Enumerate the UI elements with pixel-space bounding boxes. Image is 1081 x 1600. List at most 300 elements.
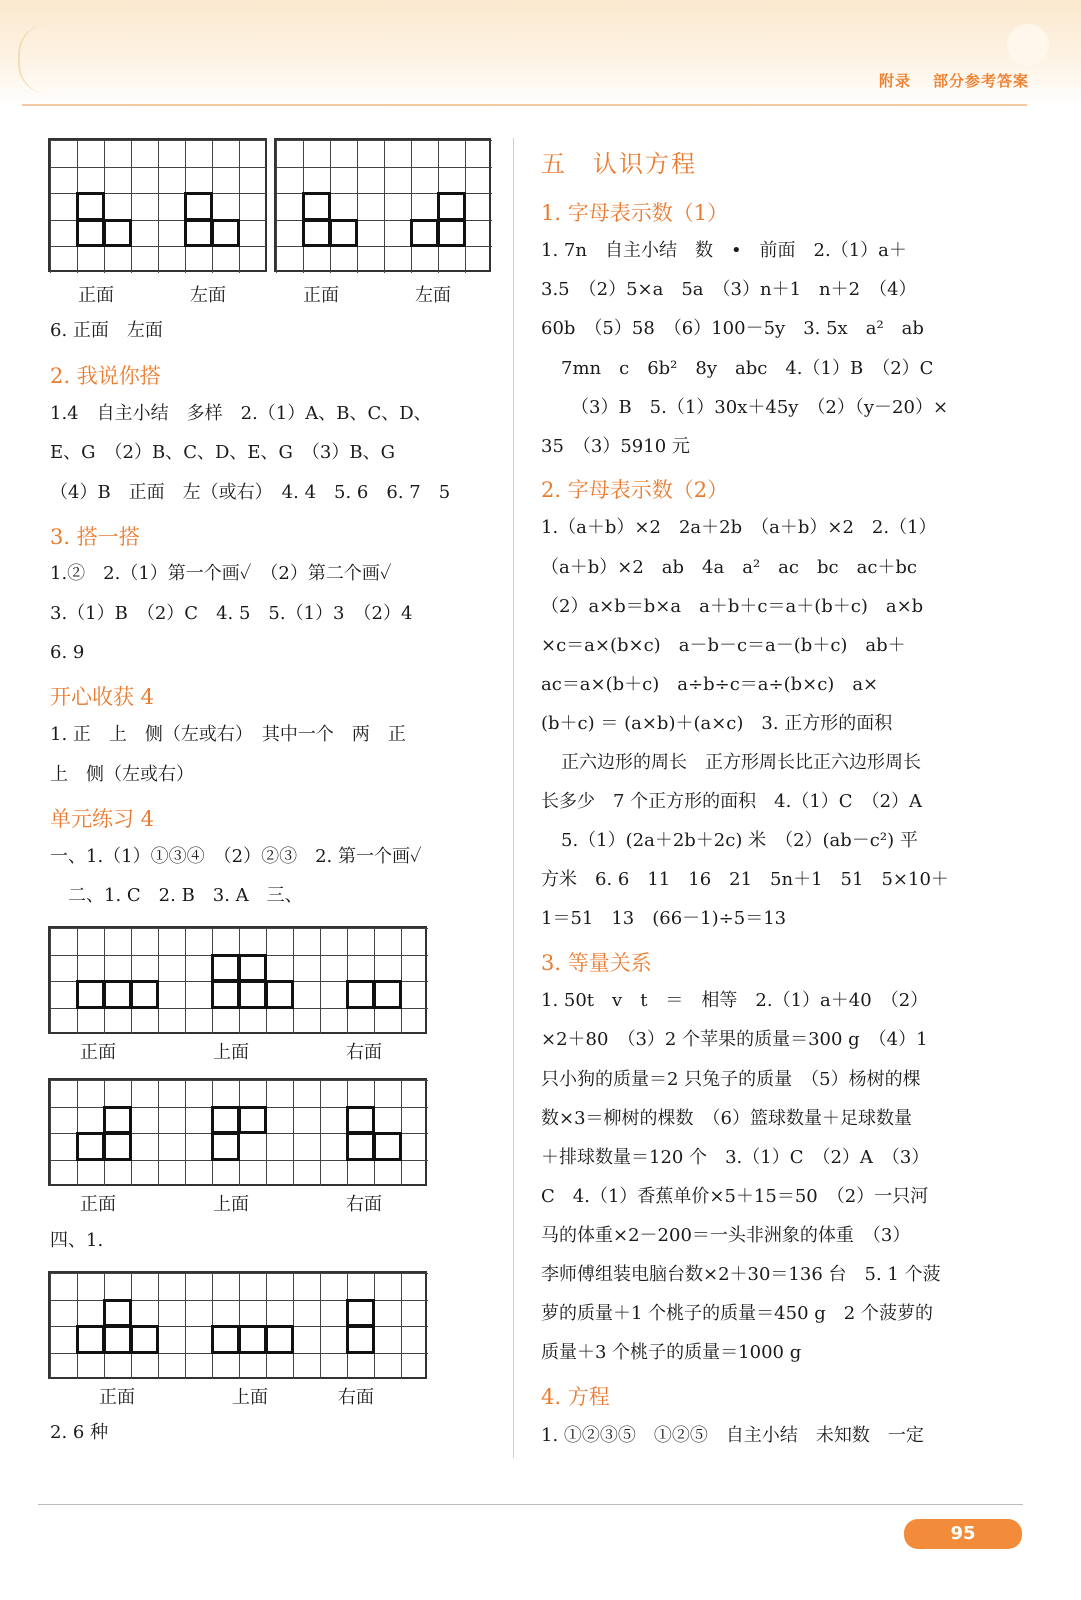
grid-cell: [239, 167, 266, 194]
grid-cell: [131, 928, 158, 955]
grid-cell: [411, 140, 438, 167]
grid-cell: [104, 167, 131, 194]
cube-face: [437, 219, 466, 248]
cube-face: [211, 1325, 240, 1354]
grid-cell: [158, 220, 185, 247]
cube-face: [346, 1106, 375, 1135]
grid-cell: [374, 1107, 401, 1134]
answer-line: ×2＋80 （3）2 个苹果的质量＝300 g （4）1: [541, 1029, 928, 1050]
grid-cell: [266, 955, 293, 982]
grid-cell: [320, 1273, 347, 1300]
grid-cell: [401, 1080, 428, 1107]
grid-cell: [239, 1273, 266, 1300]
grid-cell: [357, 246, 384, 273]
cube-face: [346, 1132, 375, 1161]
grid-cell: [131, 1080, 158, 1107]
grid-cell: [50, 140, 77, 167]
grid-cell: [77, 928, 104, 955]
grid-cell: [50, 193, 77, 220]
grid-cell: [357, 140, 384, 167]
view-label: 右面: [346, 1194, 382, 1215]
grid-cell: [212, 1353, 239, 1380]
view-label: 正面: [99, 1387, 135, 1408]
cube-face: [238, 954, 267, 983]
answer-line: 1. 正 上 侧（左或右） 其中一个 两 正: [50, 724, 406, 745]
answer-line: 3.5 （2）5×a 5a （3）n＋1 n＋2 （4）: [541, 279, 917, 300]
grid-cell: [131, 955, 158, 982]
cube-face: [76, 1325, 105, 1354]
section-title: 开心收获 4: [50, 685, 155, 709]
section-title: 4. 方程: [541, 1385, 610, 1409]
grid-cell: [212, 193, 239, 220]
grid-cell: [465, 220, 492, 247]
grid-cell: [303, 140, 330, 167]
grid-cell: [185, 1160, 212, 1187]
grid-cell: [401, 1107, 428, 1134]
grid-cell: [239, 1353, 266, 1380]
grid-cell: [401, 1300, 428, 1327]
grid-cell: [401, 1326, 428, 1353]
answer-line: ＋排球数量＝120 个 3.（1）C （2）A （3）: [541, 1147, 930, 1168]
grid-cell: [374, 1326, 401, 1353]
cube-face: [373, 1132, 402, 1161]
grid-cell: [131, 167, 158, 194]
grid-cell: [357, 220, 384, 247]
grid-cell: [50, 1160, 77, 1187]
cube-face: [76, 980, 105, 1009]
grid-cell: [185, 246, 212, 273]
grid-cell: [320, 928, 347, 955]
chapter-title: 五 认识方程: [541, 150, 697, 178]
answer-line: E、G （2）B、C、D、E、G （3）B、G: [50, 442, 395, 463]
grid-cell: [239, 246, 266, 273]
grid-cell: [158, 928, 185, 955]
grid-cell: [303, 246, 330, 273]
cube-face: [184, 219, 213, 248]
cube-face: [76, 219, 105, 248]
grid-cell: [266, 1273, 293, 1300]
answer-line: 正六边形的周长 正方形周长比正六边形周长: [561, 752, 921, 773]
view-grid-a: [48, 926, 427, 1034]
grid-cell: [401, 1273, 428, 1300]
grid-cell: [239, 1080, 266, 1107]
grid-cell: [50, 1326, 77, 1353]
grid-cell: [131, 1107, 158, 1134]
grid-cell: [239, 1300, 266, 1327]
grid-cell: [320, 1080, 347, 1107]
grid-cell: [50, 1133, 77, 1160]
cube-face: [238, 1106, 267, 1135]
grid-cell: [293, 1326, 320, 1353]
grid-cell: [212, 1080, 239, 1107]
cube-face: [130, 1325, 159, 1354]
grid-cell: [330, 140, 357, 167]
grid-cell: [276, 246, 303, 273]
grid-cell: [185, 1133, 212, 1160]
section-title: 单元练习 4: [50, 807, 155, 831]
grid-cell: [401, 928, 428, 955]
grid-cell: [330, 246, 357, 273]
grid-cell: [50, 220, 77, 247]
grid-cell: [131, 1008, 158, 1035]
grid-cell: [239, 193, 266, 220]
answer-line: 1＝51 13 (66－1)÷5＝13: [541, 908, 787, 929]
grid-cell: [212, 928, 239, 955]
answer-line: 上 侧（左或右）: [50, 764, 194, 785]
answer-line: 马的体重×2－200＝一头非洲象的体重 （3）: [541, 1225, 911, 1246]
grid-cell: [374, 1080, 401, 1107]
answer-line: （2）a×b＝b×a a＋b＋c＝a＋(b＋c) a×b: [541, 596, 924, 617]
grid-cell: [465, 140, 492, 167]
grid-cell: [131, 1353, 158, 1380]
answer-line: （4）B 正面 左（或右） 4. 4 5. 6 6. 7 5: [50, 482, 451, 503]
grid-cell: [293, 981, 320, 1008]
grid-cell: [347, 928, 374, 955]
answer-line: 只小狗的质量＝2 只兔子的质量 （5）杨树的棵: [541, 1069, 921, 1090]
answer-line: 长多少 7 个正方形的面积 4.（1）C （2）A: [541, 791, 923, 812]
cube-face: [265, 980, 294, 1009]
cube-face: [211, 954, 240, 983]
grid-cell: [303, 167, 330, 194]
cube-face: [346, 980, 375, 1009]
grid-cell: [104, 1273, 131, 1300]
cube-face: [211, 1106, 240, 1135]
cube-face: [302, 219, 331, 248]
page-number: 95: [904, 1519, 1022, 1549]
answer-line: 60b （5）58 （6）100－5y 3. 5x a² ab: [541, 318, 924, 339]
cube-face: [76, 192, 105, 221]
view-grid-c: [48, 1271, 427, 1379]
cube-face: [346, 1325, 375, 1354]
grid-cell: [320, 955, 347, 982]
grid-cell: [347, 955, 374, 982]
grid-cell: [158, 1008, 185, 1035]
grid-cell: [401, 955, 428, 982]
grid-cell: [320, 1300, 347, 1327]
grid-cell: [401, 1008, 428, 1035]
answer-line: 1.4 自主小结 多样 2.（1）A、B、C、D、: [50, 403, 432, 424]
grid-cell: [401, 1133, 428, 1160]
grid-cell: [266, 1160, 293, 1187]
view-label: 正面: [303, 285, 339, 306]
grid-cell: [239, 1008, 266, 1035]
grid-cell: [347, 1353, 374, 1380]
grid-cell: [158, 1107, 185, 1134]
cube-face: [437, 192, 466, 221]
grid-cell: [185, 1008, 212, 1035]
answer-line: 二、1. C 2. B 3. A 三、: [68, 885, 303, 906]
grid-cell: [158, 981, 185, 1008]
grid-cell: [401, 1353, 428, 1380]
grid-cell: [347, 1273, 374, 1300]
cube-face: [103, 1106, 132, 1135]
appendix-label: 附录: [878, 72, 911, 90]
grid-cell: [374, 1300, 401, 1327]
grid-cell: [212, 140, 239, 167]
grid-cell: [50, 246, 77, 273]
grid-cell: [185, 1300, 212, 1327]
footer-rule: [38, 1504, 1023, 1505]
grid-cell: [50, 1107, 77, 1134]
grid-cell: [438, 140, 465, 167]
answer-line: 1. ①②③⑤ ①②⑤ 自主小结 未知数 一定: [541, 1425, 924, 1446]
cube-face: [211, 219, 240, 248]
cube-face: [103, 219, 132, 248]
grid-cell: [266, 928, 293, 955]
cube-face: [211, 1132, 240, 1161]
grid-cell: [104, 1160, 131, 1187]
grid-cell: [347, 1008, 374, 1035]
answer-line: ac＝a×(b＋c) a÷b÷c＝a÷(b×c) a×: [541, 674, 879, 695]
grid-cell: [185, 928, 212, 955]
view-label: 上面: [213, 1042, 249, 1063]
grid-cell: [320, 1107, 347, 1134]
grid-cell: [158, 167, 185, 194]
grid-cell: [158, 1300, 185, 1327]
grid-cell: [50, 1080, 77, 1107]
section-title: 3. 等量关系: [541, 951, 652, 975]
cube-face: [238, 980, 267, 1009]
section-title: 2. 我说你搭: [50, 364, 161, 388]
grid-cell: [158, 1326, 185, 1353]
cube-face: [184, 192, 213, 221]
view-label: 正面: [80, 1042, 116, 1063]
grid-cell: [185, 1107, 212, 1134]
view-label: 上面: [232, 1387, 268, 1408]
grid-cell: [320, 1353, 347, 1380]
grid-cell: [320, 1008, 347, 1035]
view-label: 左面: [190, 285, 226, 306]
grid-cell: [374, 1008, 401, 1035]
grid-cell: [104, 1080, 131, 1107]
grid-cell: [465, 167, 492, 194]
grid-cell: [320, 981, 347, 1008]
grid-cell: [50, 928, 77, 955]
grid-cell: [239, 1133, 266, 1160]
grid-cell: [131, 220, 158, 247]
grid-cell: [347, 1080, 374, 1107]
grid-cell: [239, 1160, 266, 1187]
grid-cell: [50, 1300, 77, 1327]
header-rule: [22, 104, 1027, 106]
view-grid-top-right: [274, 138, 491, 272]
grid-cell: [320, 1133, 347, 1160]
answer-line: （a＋b）×2 ab 4a a² ac bc ac＋bc: [541, 557, 918, 578]
grid-cell: [104, 193, 131, 220]
grid-cell: [158, 1080, 185, 1107]
header-decoration: [18, 24, 70, 94]
grid-cell: [212, 1008, 239, 1035]
grid-cell: [384, 220, 411, 247]
section-title: 3. 搭一搭: [50, 525, 140, 549]
grid-cell: [212, 1300, 239, 1327]
answer-line: 数×3＝柳树的棵数 （6）篮球数量＋足球数量: [541, 1108, 912, 1129]
grid-cell: [212, 1160, 239, 1187]
grid-cell: [131, 193, 158, 220]
answer-line: (b＋c) ＝ (a×b)＋(a×c) 3. 正方形的面积: [541, 713, 893, 734]
grid-cell: [77, 1008, 104, 1035]
grid-cell: [158, 140, 185, 167]
grid-cell: [384, 246, 411, 273]
grid-cell: [293, 1273, 320, 1300]
grid-cell: [77, 1273, 104, 1300]
header-band: [0, 0, 1081, 108]
grid-cell: [374, 928, 401, 955]
grid-cell: [374, 1353, 401, 1380]
grid-cell: [77, 1160, 104, 1187]
grid-cell: [293, 1353, 320, 1380]
grid-cell: [411, 167, 438, 194]
section-title: 2. 字母表示数（2）: [541, 478, 729, 502]
grid-cell: [185, 981, 212, 1008]
grid-cell: [266, 1300, 293, 1327]
grid-cell: [266, 1107, 293, 1134]
view-label: 上面: [213, 1194, 249, 1215]
cube-face: [373, 980, 402, 1009]
grid-cell: [185, 955, 212, 982]
grid-cell: [465, 193, 492, 220]
grid-cell: [320, 1160, 347, 1187]
grid-cell: [77, 246, 104, 273]
grid-cell: [131, 246, 158, 273]
answer-line: 1.② 2.（1）第一个画✓ （2）第二个画✓: [50, 563, 392, 584]
grid-cell: [158, 1133, 185, 1160]
grid-cell: [185, 140, 212, 167]
grid-cell: [131, 1273, 158, 1300]
grid-cell: [266, 1008, 293, 1035]
grid-cell: [158, 1353, 185, 1380]
grid-cell: [212, 167, 239, 194]
column-divider: [513, 138, 514, 1458]
grid-cell: [357, 193, 384, 220]
grid-cell: [77, 167, 104, 194]
header-title: 部分参考答案: [932, 72, 1029, 90]
grid-cell: [357, 167, 384, 194]
grid-cell: [77, 1107, 104, 1134]
grid-cell: [158, 246, 185, 273]
answer-line: 1. 50t v t ＝ 相等 2.（1）a＋40 （2）: [541, 990, 929, 1011]
answer-line: 2. 6 种: [50, 1422, 109, 1443]
grid-cell: [185, 1080, 212, 1107]
grid-cell: [239, 928, 266, 955]
grid-cell: [77, 140, 104, 167]
answer-line: 3.（1）B （2）C 4. 5 5.（1）3 （2）4: [50, 603, 413, 624]
answer-line: 李师傅组装电脑台数×2＋30＝136 台 5. 1 个菠: [541, 1264, 941, 1285]
grid-cell: [158, 1160, 185, 1187]
grid-cell: [104, 1008, 131, 1035]
grid-cell: [212, 246, 239, 273]
grid-cell: [401, 1160, 428, 1187]
grid-cell: [104, 928, 131, 955]
view-label: 左面: [415, 285, 451, 306]
grid-cell: [185, 167, 212, 194]
grid-cell: [276, 220, 303, 247]
grid-cell: [374, 1160, 401, 1187]
grid-cell: [77, 1080, 104, 1107]
grid-cell: [50, 1008, 77, 1035]
answer-line: ×c＝a×(b×c) a－b－c＝a－(b＋c) ab＋: [541, 635, 906, 656]
grid-cell: [158, 1273, 185, 1300]
grid-cell: [401, 981, 428, 1008]
grid-cell: [293, 1107, 320, 1134]
grid-cell: [104, 1353, 131, 1380]
grid-cell: [276, 167, 303, 194]
grid-cell: [438, 246, 465, 273]
grid-cell: [77, 1353, 104, 1380]
cube-face: [329, 219, 358, 248]
grid-cell: [384, 140, 411, 167]
grid-cell: [374, 1273, 401, 1300]
section-title: 1. 字母表示数（1）: [541, 201, 729, 225]
grid-cell: [104, 140, 131, 167]
grid-cell: [293, 1133, 320, 1160]
answer-line: 6. 9: [50, 642, 85, 663]
grid-cell: [411, 193, 438, 220]
cube-face: [211, 980, 240, 1009]
grid-cell: [185, 1273, 212, 1300]
grid-cell: [77, 1300, 104, 1327]
answer-line: 1.（a＋b）×2 2a＋2b （a＋b）×2 2.（1）: [541, 517, 937, 538]
grid-cell: [239, 220, 266, 247]
grid-cell: [77, 955, 104, 982]
answer-line: 萝的质量＋1 个桃子的质量＝450 g 2 个菠萝的: [541, 1303, 933, 1324]
answer-line: 35 （3）5910 元: [541, 436, 690, 457]
cube-face: [265, 1325, 294, 1354]
answer-line: 四、1.: [50, 1230, 104, 1251]
grid-cell: [293, 1080, 320, 1107]
grid-cell: [212, 1273, 239, 1300]
cube-face: [410, 219, 439, 248]
grid-cell: [50, 1273, 77, 1300]
view-label: 右面: [338, 1387, 374, 1408]
answer-line: 5.（1）(2a＋2b＋2c) 米 （2）(ab－c²) 平: [561, 830, 918, 851]
view-label: 正面: [80, 1194, 116, 1215]
grid-cell: [293, 1160, 320, 1187]
grid-cell: [266, 1353, 293, 1380]
grid-cell: [266, 1133, 293, 1160]
view-grid-b: [48, 1078, 427, 1186]
grid-cell: [239, 140, 266, 167]
grid-cell: [185, 1353, 212, 1380]
answer-line: 质量＋3 个桃子的质量＝1000 g: [541, 1342, 802, 1363]
grid-cell: [131, 1133, 158, 1160]
grid-cell: [374, 955, 401, 982]
grid-cell: [293, 1300, 320, 1327]
grid-cell: [330, 167, 357, 194]
grid-cell: [131, 1160, 158, 1187]
grid-cell: [330, 193, 357, 220]
grid-cell: [384, 167, 411, 194]
answer-line: （3）B 5.（1）30x＋45y （2）（y－20）×: [571, 397, 949, 418]
grid-cell: [131, 1300, 158, 1327]
cube-face: [103, 980, 132, 1009]
view-label: 正面: [78, 285, 114, 306]
grid-cell: [185, 1326, 212, 1353]
cube-face: [238, 1325, 267, 1354]
cube-face: [346, 1299, 375, 1328]
view-grid-top-left: [48, 138, 267, 272]
grid-cell: [50, 1353, 77, 1380]
answer-line: 方米 6. 6 11 16 21 5n＋1 51 5×10＋: [541, 869, 949, 890]
cube-face: [103, 1132, 132, 1161]
grid-cell: [50, 981, 77, 1008]
grid-cell: [276, 140, 303, 167]
running-header: [879, 70, 1029, 91]
answer-line: 一、1.（1）①③④ （2）②③ 2. 第一个画✓: [50, 846, 422, 867]
answer-line: 6. 正面 左面: [50, 320, 163, 341]
view-label: 右面: [346, 1042, 382, 1063]
grid-cell: [104, 955, 131, 982]
